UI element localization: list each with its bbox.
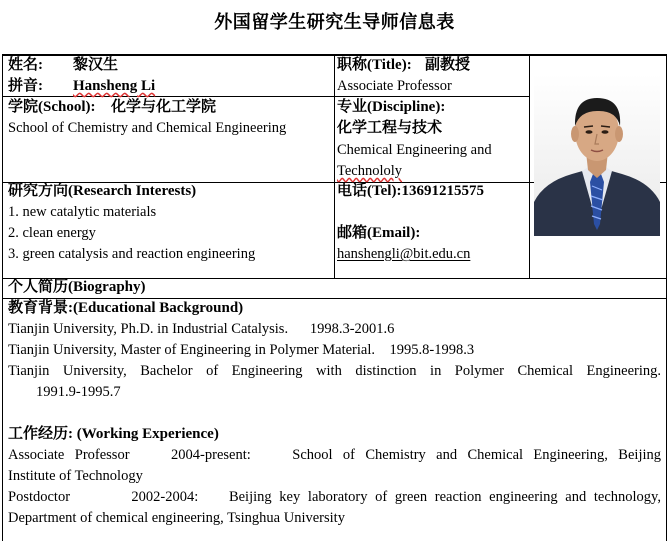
page-title: 外国留学生研究生导师信息表 — [214, 12, 455, 32]
pinyin-label: 拼音: — [8, 78, 43, 94]
discipline-en-1: Chemical Engineering and — [337, 142, 492, 158]
biography-label: 个人简历(Biography) — [8, 279, 146, 295]
education-line: Tianjin University, Bachelor of Engineering with distinction in Polymer Chemical Engineering. — [8, 363, 661, 379]
name-label: 姓名: — [8, 57, 43, 73]
research-item: 3. green catalysis and reaction engineering — [8, 246, 256, 262]
discipline-en-2: Technololy — [337, 163, 403, 179]
education-line: Tianjin University, Ph.D. in Industrial Catalysis. 1998.3-2001.6 — [8, 321, 395, 337]
portrait-image — [534, 74, 660, 236]
discipline-label: 专业(Discipline): — [337, 99, 446, 115]
title-label: 职称(Title): — [337, 57, 412, 73]
work-line: Department of chemical engineering, Tsinghua University — [8, 510, 345, 526]
title-value-en: Associate Professor — [337, 78, 452, 94]
email-link[interactable]: hanshengli@bit.edu.cn — [337, 246, 471, 262]
discipline-cn: 化学工程与技术 — [337, 120, 443, 136]
school-value-cn: 化学与化工学院 — [111, 99, 217, 115]
email-label: 邮箱(Email): — [337, 225, 421, 241]
work-label: 工作经历: (Working Experience) — [8, 426, 219, 442]
pinyin-value: Hansheng Li — [73, 78, 156, 94]
school-value-en: School of Chemistry and Chemical Engineering — [8, 120, 287, 136]
name-value: 黎汉生 — [73, 57, 119, 73]
tel-label: 电话(Tel): — [337, 183, 402, 199]
education-line: 1991.9-1995.7 — [36, 384, 121, 400]
research-label: 研究方向(Research Interests) — [8, 183, 197, 199]
photo-divider — [529, 56, 530, 279]
column-divider — [334, 56, 335, 279]
tel-value: 13691215575 — [401, 183, 484, 199]
work-line: Associate Professor 2004-present: School of Chemistry and Chemical Engineering, Beijing — [8, 447, 661, 463]
education-line: Tianjin University, Master of Engineering in Polymer Material. 1995.8-1998.3 — [8, 342, 475, 358]
work-line: Postdoctor 2002-2004: Beijing key laboratory of green reaction engineering and technology, — [8, 489, 661, 505]
education-label: 教育背景:(Educational Background) — [8, 300, 244, 316]
research-item: 2. clean energy — [8, 225, 96, 241]
research-item: 1. new catalytic materials — [8, 204, 157, 220]
portrait-photo — [534, 74, 660, 236]
title-value-cn: 副教授 — [425, 57, 471, 73]
work-line: Institute of Technology — [8, 468, 143, 484]
school-label: 学院(School): — [8, 99, 96, 115]
